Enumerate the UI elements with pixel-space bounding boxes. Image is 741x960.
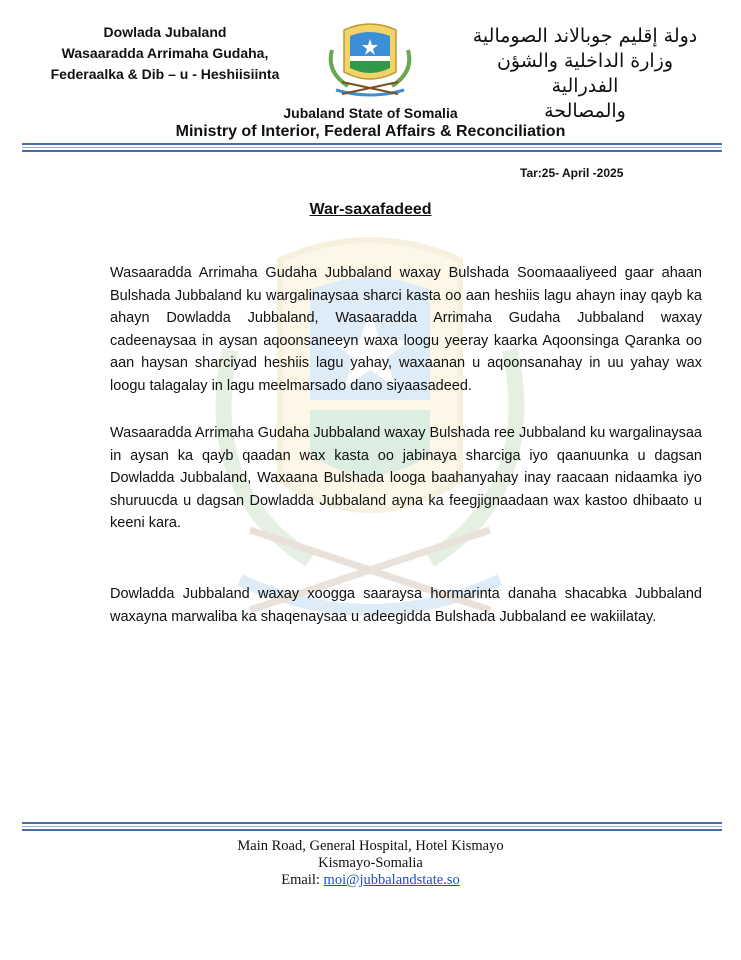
header-somali-name <box>40 22 290 85</box>
header-right-line-1: دولة إقليم جوبالاند الصومالية <box>472 25 698 47</box>
header-left-line-1: Dowlada Jubaland <box>103 24 227 40</box>
header-divider <box>22 143 722 154</box>
paragraph-text: Dowladda Jubbaland waxay xoogga saaraysa hormarinta danaha shacabka Jubbaland waxayna marwaliba ka shaqenaysaa u adeegidda Bulshada Jubbaland ee wakiilatay. <box>110 586 702 625</box>
footer-email-line <box>0 872 741 889</box>
state-name: Jubaland State of Somalia <box>283 105 458 121</box>
footer-address-line-2: Kismayo-Somalia <box>318 855 423 871</box>
footer-email-link[interactable]: moi@jubbalandstate.so <box>323 872 460 888</box>
ministry-name: Ministry of Interior, Federal Affairs & Reconciliation <box>175 123 566 140</box>
body-paragraph-1 <box>110 262 702 397</box>
document-title: War-saxafadeed <box>309 201 432 218</box>
header-right-line-3: والمصالحة <box>544 100 626 122</box>
jubaland-emblem-icon <box>322 20 418 100</box>
footer-email-label: Email: <box>281 872 324 888</box>
header-left-line-3: Federaalka & Dib – u - Heshiisiinta <box>50 66 280 82</box>
footer-address <box>0 838 741 889</box>
footer-divider <box>22 822 722 833</box>
paragraph-text: Wasaaradda Arrimaha Gudaha Jubbaland waxay Bulshada Soomaaaliyeed gaar ahaan Bulshada Jubbaland ku wargalinaysaa sharci kasta oo aan heshiis lagu ahayn inay qayb ka ahayn Dowladda Jubbaland, Wasaaradda Arrimaha Gudaha Jubbaland waxay cadeenaysaa in aysan aqoonsaneeyn waxa loogu yeeray kaarka Aqoonsinga Qaranka oo aan haysan sharciyad heshiis lagu yahay, waxaanan u aqoonsanahay in uu yahay wax loogu talagalay in lagu meelmarsado dano siyaasadeed. <box>110 265 702 394</box>
header-left-line-2: Wasaaradda Arrimaha Gudaha, <box>61 45 269 61</box>
document-date: Tar:25- April -2025 <box>520 166 624 180</box>
footer-address-line-1: Main Road, General Hospital, Hotel Kismayo <box>237 838 504 854</box>
body-paragraph-2 <box>110 422 702 535</box>
paragraph-text: Wasaaradda Arrimaha Gudaha Jubbaland waxay Bulshada ree Jubbaland ku wargalinaysaa in aysan ka qayb qaadan wax kasta oo jabinaya sharciga iyo qaanuunka u dagsan Dowladda Jubbaland, Waxaana Bulshada looga baahanyahay inay raacaan nidaamka iyo shuruucda u dagsan Dowladda Jubbaland ayna ka feegjignaadaan wax kastoo dhibaato u keeni kara. <box>110 425 702 531</box>
body-paragraph-3 <box>110 583 702 628</box>
header-right-line-2: وزارة الداخلية والشؤن الفدرالية <box>496 50 674 97</box>
